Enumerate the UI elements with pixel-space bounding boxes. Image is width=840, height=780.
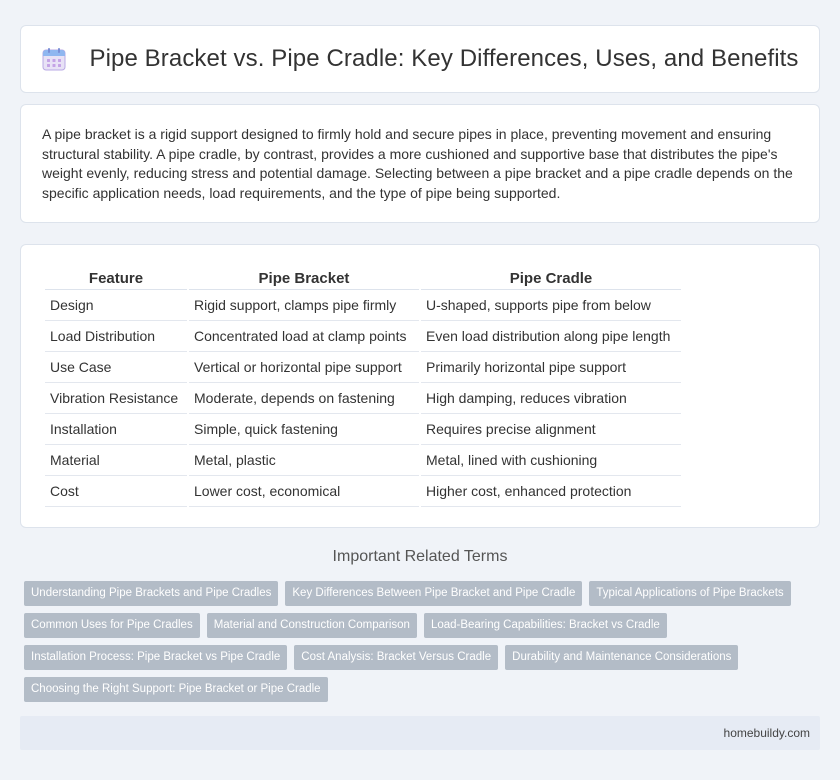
comparison-table (43, 266, 683, 507)
related-tags (24, 581, 824, 709)
bracket-cell: Moderate, depends on fastening (189, 383, 419, 414)
bracket-cell: Metal, plastic (189, 445, 419, 476)
cradle-cell: Primarily horizontal pipe support (421, 352, 681, 383)
related-tag[interactable]: Load-Bearing Capabilities: Bracket vs Cradle (424, 613, 667, 638)
related-tag[interactable]: Key Differences Between Pipe Bracket and Pipe Cradle (285, 581, 582, 606)
table-row (45, 321, 681, 352)
header-pipe-bracket: Pipe Bracket (189, 266, 419, 290)
feature-cell: Use Case (45, 352, 187, 383)
cradle-cell: High damping, reduces vibration (421, 383, 681, 414)
cradle-cell: U-shaped, supports pipe from below (421, 290, 681, 321)
related-tag[interactable]: Material and Construction Comparison (207, 613, 417, 638)
bracket-cell: Lower cost, economical (189, 476, 419, 507)
table-row (45, 414, 681, 445)
title-wrap (41, 45, 798, 73)
comparison-table-card (20, 244, 820, 528)
header-feature: Feature (45, 266, 187, 290)
related-tag[interactable]: Cost Analysis: Bracket Versus Cradle (294, 645, 498, 670)
related-terms-title: Important Related Terms (332, 548, 508, 565)
feature-cell: Cost (45, 476, 187, 507)
related-tag[interactable]: Common Uses for Pipe Cradles (24, 613, 200, 638)
cradle-cell: Metal, lined with cushioning (421, 445, 681, 476)
related-tag[interactable]: Understanding Pipe Brackets and Pipe Cradles (24, 581, 278, 606)
feature-cell: Material (45, 445, 187, 476)
bracket-cell: Vertical or horizontal pipe support (189, 352, 419, 383)
feature-cell: Vibration Resistance (45, 383, 187, 414)
page-title: Pipe Bracket vs. Pipe Cradle: Key Differences, Uses, and Benefits (89, 45, 799, 72)
calendar-icon (41, 46, 67, 72)
bracket-cell: Concentrated load at clamp points (189, 321, 419, 352)
intro-paragraph: A pipe bracket is a rigid support designed to firmly hold and secure pipes in place, preventing movement and ensuring structural stability. A pipe cradle, by contrast, provides a more cushioned and supportive base that distributes the pipe's weight evenly, reducing stress and potential damage. Selecting between a pipe bracket and a pipe cradle depends on the specific application needs, load requirements, and the type of pipe being supported. (42, 126, 793, 201)
feature-cell: Load Distribution (45, 321, 187, 352)
table-header-row (45, 266, 681, 290)
related-tag[interactable]: Durability and Maintenance Considerations (505, 645, 738, 670)
footer (20, 716, 820, 750)
header-card (20, 25, 820, 93)
footer-site-link[interactable]: homebuildy.com (723, 726, 810, 740)
table-row (45, 383, 681, 414)
related-tag[interactable]: Choosing the Right Support: Pipe Bracket or Pipe Cradle (24, 677, 328, 702)
related-tag[interactable]: Typical Applications of Pipe Brackets (589, 581, 790, 606)
intro-card (20, 104, 820, 223)
feature-cell: Design (45, 290, 187, 321)
table-row (45, 445, 681, 476)
header-pipe-cradle: Pipe Cradle (421, 266, 681, 290)
related-tag[interactable]: Installation Process: Pipe Bracket vs Pipe Cradle (24, 645, 287, 670)
cradle-cell: Even load distribution along pipe length (421, 321, 681, 352)
cradle-cell: Requires precise alignment (421, 414, 681, 445)
table-row (45, 352, 681, 383)
bracket-cell: Simple, quick fastening (189, 414, 419, 445)
bracket-cell: Rigid support, clamps pipe firmly (189, 290, 419, 321)
feature-cell: Installation (45, 414, 187, 445)
table-row (45, 290, 681, 321)
related-terms-section (0, 548, 840, 566)
table-row (45, 476, 681, 507)
cradle-cell: Higher cost, enhanced protection (421, 476, 681, 507)
